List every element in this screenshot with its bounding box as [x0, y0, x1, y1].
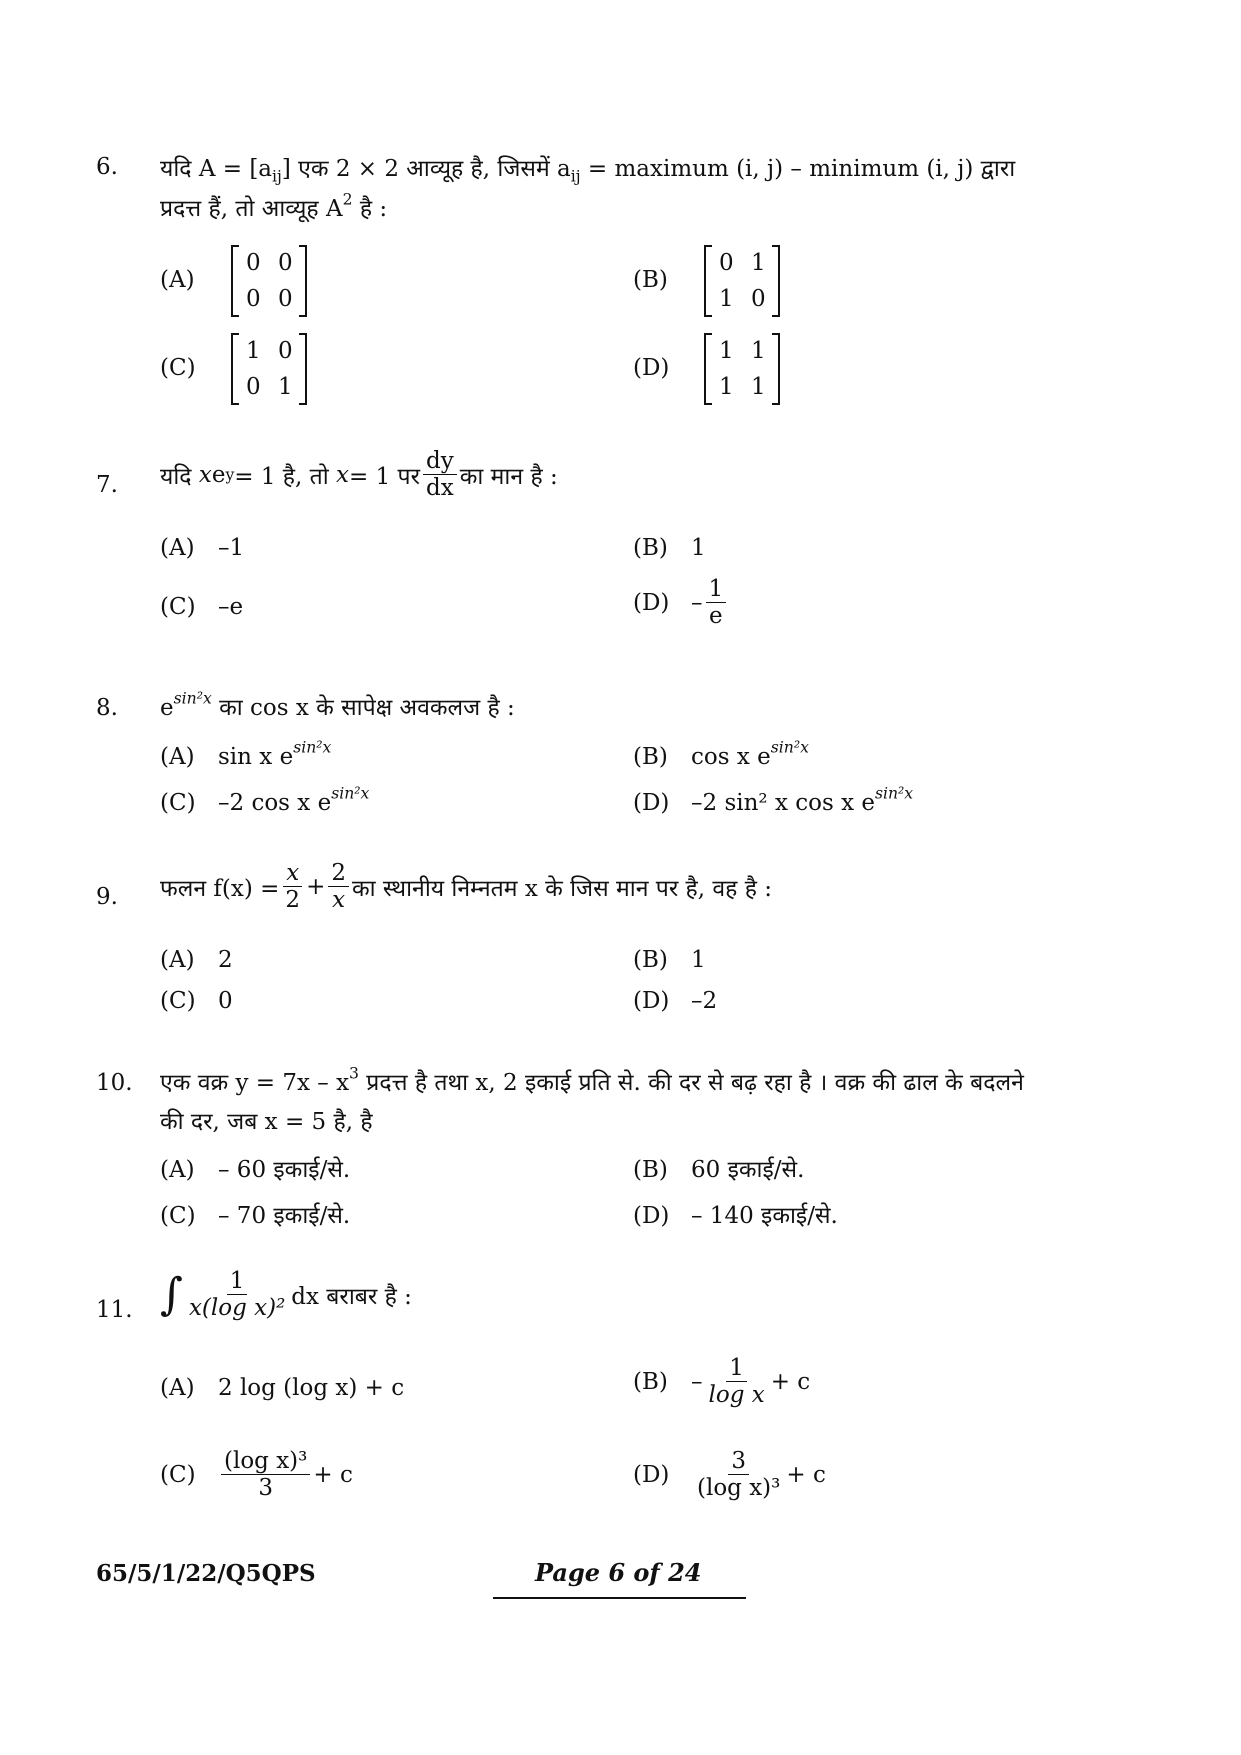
option-b: (B) 1 [633, 947, 706, 973]
matrix: 1 1 1 1 [704, 333, 780, 405]
fraction: $\frac{1}{\text{x(log x)²}}$ [188, 1268, 286, 1322]
question-text: फलन f(x) = $\frac{x}{2}$ + $\frac{2}{x}$ का स्थानीय निम्नतम x के जिस मान पर है, वह है : [160, 860, 772, 914]
fraction: $\frac{dy}{dx}$ [423, 448, 457, 502]
question-text-line1: यदि $A = [a_{ij}]$ एक 2 × 2 आव्यूह है, जिसमें $a_{ij}$ = maximum (i, j) – minimum (i, j) द्वारा [160, 156, 1016, 186]
option-d: (D) $\frac{3}{\text{(log x)³}}$ + c [633, 1448, 826, 1502]
question-number: 6. [96, 154, 118, 180]
integral-sign: ∫ [160, 1269, 183, 1321]
page-number: Page 6 of 24 [535, 1558, 702, 1587]
question-number: 11. [96, 1297, 133, 1323]
fraction: $\frac{1}{e}$ [706, 576, 727, 630]
question-text-line2: की दर, जब x = 5 है, है [160, 1109, 373, 1135]
option-c: (C) 0 [160, 988, 233, 1014]
option-a: (A) – 60 इकाई/से. [160, 1157, 351, 1183]
option-b: (B) cos x $e^{sin^2x}$ [633, 737, 809, 770]
option-d: (D) – 140 इकाई/से. [633, 1203, 838, 1229]
matrix: 1 0 0 1 [231, 333, 307, 405]
question-number: 10. [96, 1070, 133, 1096]
option-a: (A) –1 [160, 535, 245, 561]
option-d: (D) –2 [633, 988, 718, 1014]
question-number: 8. [96, 695, 118, 721]
fraction: $\frac{3}{\text{(log x)³}}$ [697, 1448, 781, 1502]
question-number: 9. [96, 884, 118, 910]
option-c: (C) – 70 इकाई/से. [160, 1203, 351, 1229]
fraction: $\frac{1}{\text{log x}}$ [708, 1355, 765, 1409]
paper-code: 65/5/1/22/Q5QPS [96, 1560, 316, 1587]
option-d: (D) – $\frac{1}{e}$ [633, 576, 729, 630]
option-b: (B) – $\frac{1}{\text{log x}}$ + c [633, 1355, 811, 1409]
fraction: $\frac{2}{x}$ [328, 860, 349, 914]
fraction: $\frac{x}{2}$ [282, 860, 303, 914]
option-a: (A) sin x $e^{sin^2x}$ [160, 737, 332, 770]
option-a: (A) 0 0 0 0 [160, 245, 307, 317]
option-c: (C) $\frac{\text{(log x)³}}{3}$ + c [160, 1448, 353, 1502]
option-d: (D) 1 1 1 1 [633, 333, 780, 405]
option-b: (B) 1 [633, 535, 706, 561]
question-text-line2: प्रदत्त हैं, तो आव्यूह $A^2$ है : [160, 189, 388, 222]
option-a: (A) 2 [160, 947, 233, 973]
matrix: 0 0 0 0 [231, 245, 307, 317]
option-b: (B) 60 इकाई/से. [633, 1157, 805, 1183]
question-text: $e^{sin^2x}$ का cos x के सापेक्ष अवकलज है : [160, 688, 515, 721]
question-text: यदि x e y = 1 है, तो x = 1 पर $\frac{dy}{dx}$ का मान है : [160, 448, 558, 502]
option-c: (C) 1 0 0 1 [160, 333, 307, 405]
question-text: ∫ $\frac{1}{\text{x(log x)²}}$ dx बराबर है : [160, 1268, 412, 1322]
option-b: (B) 0 1 1 0 [633, 245, 780, 317]
matrix: 0 1 1 0 [704, 245, 780, 317]
option-a: (A) 2 log (log x) + c [160, 1375, 405, 1401]
fraction: $\frac{\text{(log x)³}}{3}$ [221, 1448, 310, 1502]
divider [493, 1597, 746, 1599]
question-number: 7. [96, 472, 118, 498]
option-d: (D) –2 sin² x cos x $e^{sin^2x}$ [633, 783, 914, 816]
question-text-line1: एक वक्र $y = 7x - x^3$ प्रदत्त है तथा x, 2 इकाई प्रति से. की दर से बढ़ रहा है । वक्र की ढाल के बदलने [160, 1063, 1024, 1096]
option-c: (C) –2 cos x $e^{sin^2x}$ [160, 783, 370, 816]
option-c: (C) –e [160, 594, 244, 620]
